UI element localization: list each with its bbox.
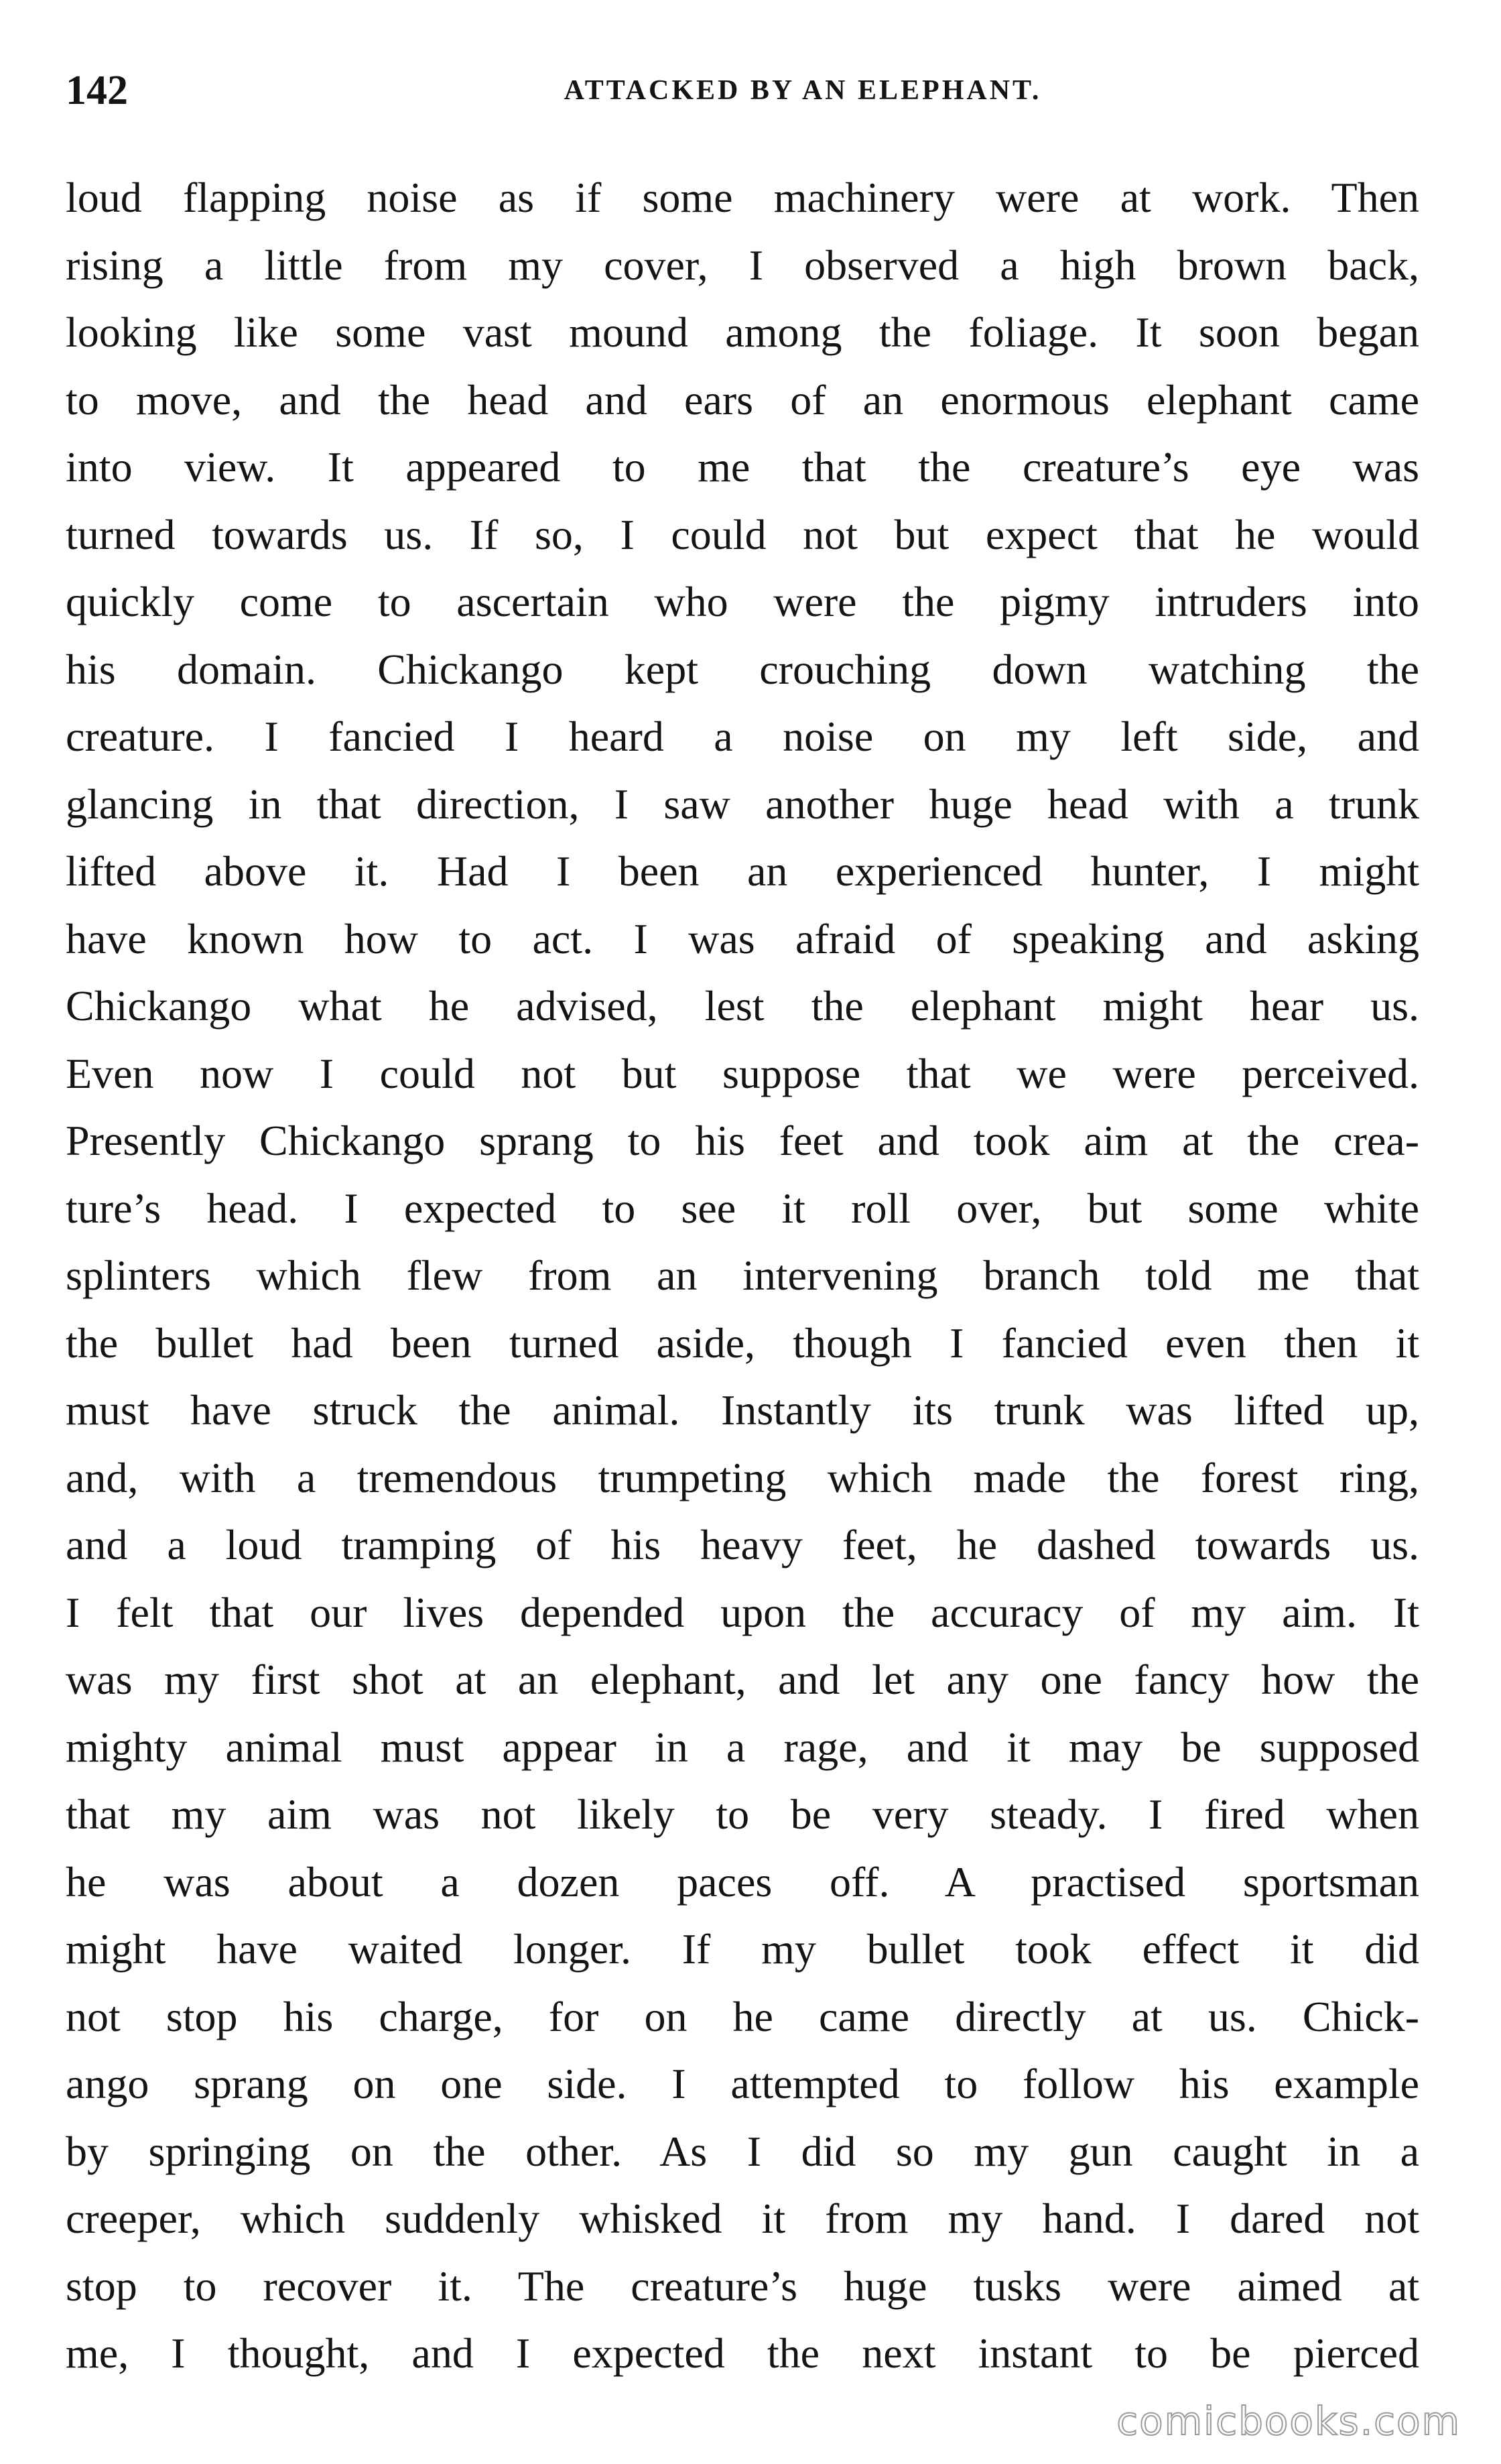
text-line: into view. It appeared to me that the creature’s eye was: [66, 443, 1419, 491]
text-line: was my first shot at an elephant, and let any one fancy how the: [66, 1656, 1419, 1703]
text-line: ture’s head. I expected to see it roll over, but some white: [66, 1184, 1419, 1232]
text-line: rising a little from my cover, I observed a high brown back,: [66, 241, 1419, 289]
text-line: and a loud tramping of his heavy feet, he dashed towards us.: [66, 1521, 1419, 1568]
text-line: Even now I could not but suppose that we were perceived.: [66, 1049, 1419, 1097]
text-line: turned towards us. If so, I could not but expect that he would: [66, 510, 1419, 558]
text-line: quickly come to ascertain who were the pigmy intruders into: [66, 578, 1419, 625]
text-line: glancing in that direction, I saw another huge head with a trunk: [66, 780, 1419, 828]
text-line: have known how to act. I was afraid of speaking and asking: [66, 914, 1419, 963]
text-line: and, with a tremendous trumpeting which made the forest ring,: [66, 1453, 1419, 1501]
text-line: his domain. Chickango kept crouching down watching the: [66, 645, 1419, 693]
text-line: by springing on the other. As I did so my gun caught in a: [66, 2127, 1419, 2175]
text-line: ango sprang on one side. I attempted to follow his example: [66, 2060, 1419, 2107]
text-line: mighty animal must appear in a rage, and it may be supposed: [66, 1723, 1419, 1771]
text-line: Presently Chickango sprang to his feet and took aim at the crea-: [66, 1117, 1419, 1164]
text-line: that my aim was not likely to be very steady. I fired when: [66, 1790, 1419, 1838]
watermark: comicbooks.com: [1116, 2398, 1461, 2444]
text-line: creature. I fancied I heard a noise on my left side, and: [66, 713, 1419, 760]
page-number: 142: [66, 68, 128, 113]
page-header: [66, 60, 1426, 121]
running-head: ATTACKED BY AN ELEPHANT.: [564, 75, 1042, 106]
text-line: looking like some vast mound among the foliage. It soon began: [66, 308, 1419, 356]
text-line: lifted above it. Had I been an experienced hunter, I might: [66, 847, 1419, 895]
text-line: I felt that our lives depended upon the accuracy of my aim. It: [66, 1588, 1419, 1636]
text-line: Chickango what he advised, lest the elephant might hear us.: [66, 982, 1419, 1030]
body-text: [66, 164, 1419, 2388]
text-line: must have struck the animal. Instantly its trunk was lifted up,: [66, 1386, 1419, 1434]
text-line: not stop his charge, for on he came directly at us. Chick-: [66, 1992, 1419, 2040]
text-line: stop to recover it. The creature’s huge tusks were aimed at: [66, 2262, 1419, 2310]
text-line: creeper, which suddenly whisked it from my hand. I dared not: [66, 2195, 1419, 2242]
text-line: the bullet had been turned aside, though I fancied even then it: [66, 1318, 1419, 1367]
text-line: he was about a dozen paces off. A practised sportsman: [66, 1857, 1419, 1906]
text-line: me, I thought, and I expected the next instant to be pierced: [66, 2329, 1419, 2377]
text-line: might have waited longer. If my bullet took effect it did: [66, 1925, 1419, 1973]
text-line: loud flapping noise as if some machinery were at work. Then: [66, 174, 1419, 221]
text-line: splinters which flew from an intervening branch told me that: [66, 1251, 1419, 1299]
text-line: to move, and the head and ears of an enormous elephant came: [66, 375, 1419, 424]
